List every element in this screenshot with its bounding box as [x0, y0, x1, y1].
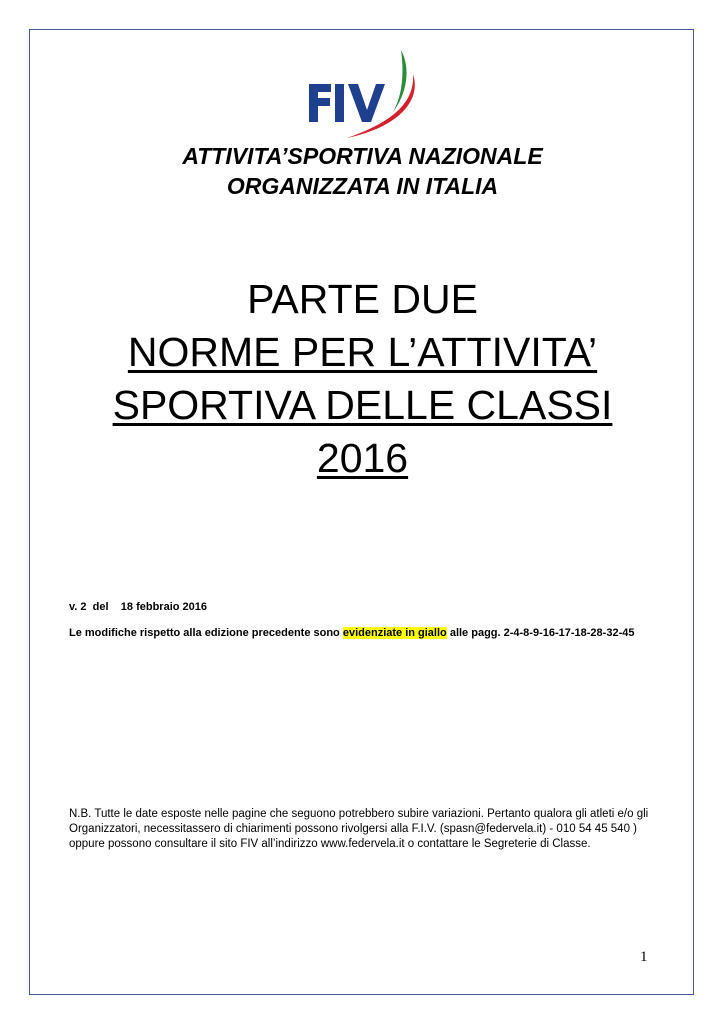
changes-highlight: evidenziate in giallo — [342, 627, 447, 639]
fiv-logo — [303, 46, 425, 138]
note-paragraph: N.B. Tutte le date esposte nelle pagine che seguono potrebbero subire variazioni. Pertanto qualora gli atleti e/o gli Organizzatori, necessitassero di chiarimenti possono rivolgersi alla F.I.V. (spasn@federvela.it) - 010 54 45 540 ) oppure possono consultare il sito FIV all’indirizzo www.federvela.it o contattare le Segreterie di Classe. — [69, 808, 649, 850]
subtitle-line-1: ATTIVITA’SPORTIVA NAZIONALE — [182, 143, 543, 169]
version-date: 18 febbraio 2016 — [120, 601, 207, 613]
title-line-1: PARTE DUE — [247, 276, 478, 322]
subtitle — [0, 141, 725, 201]
changes-before: Le modifiche rispetto alla edizione precedente sono — [69, 627, 343, 639]
version-prefix: v. 2 del — [69, 601, 109, 613]
subtitle-line-2: ORGANIZZATA IN ITALIA — [226, 173, 499, 199]
changes-after: alle pagg. 2-4-8-9-16-17-18-28-32-45 — [446, 627, 635, 639]
changes-notice — [69, 627, 634, 639]
document-title — [0, 273, 725, 485]
page-number: 1 — [640, 949, 648, 965]
title-line-2: NORME PER L’ATTIVITA’ — [127, 329, 598, 375]
version-info — [69, 601, 207, 613]
title-line-4: 2016 — [316, 435, 409, 481]
title-line-3: SPORTIVA DELLE CLASSI — [112, 382, 613, 428]
